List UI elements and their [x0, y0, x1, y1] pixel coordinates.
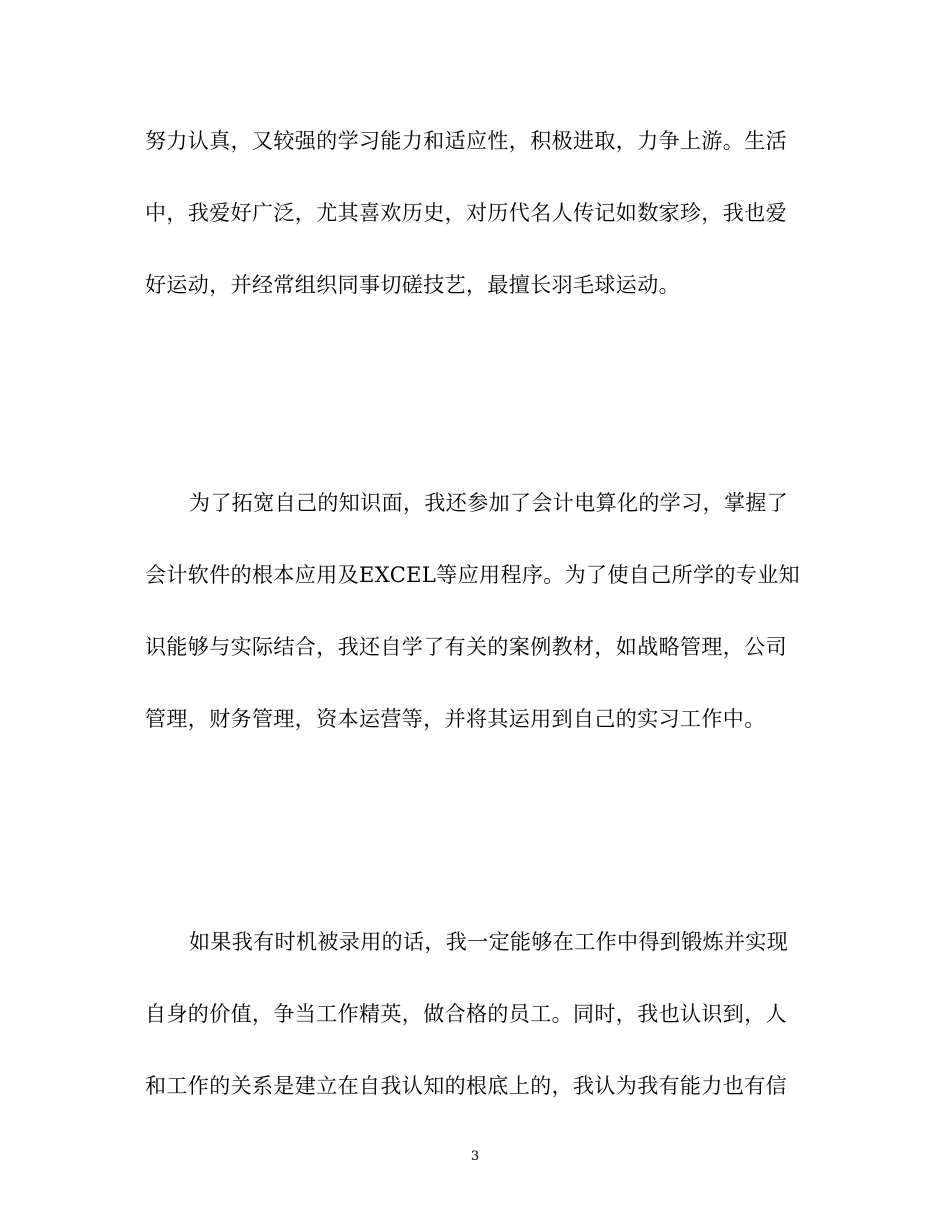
- text-line: 和工作的关系是建立在自我认知的根底上的，我认为我有能力也有信: [145, 1074, 787, 1098]
- paragraph-hobbies: [145, 125, 805, 341]
- text-line: 管理，财务管理，资本运营等，并将其运用到自己的实习工作中。: [145, 707, 766, 731]
- paragraph-skills: [145, 487, 805, 775]
- text-line: 为了拓宽自己的知识面，我还参加了会计电算化的学习，掌握了: [189, 491, 789, 515]
- text-line: 努力认真，又较强的学习能力和适应性，积极进取，力争上游。生活: [145, 129, 787, 153]
- text-line: 识能够与实际结合，我还自学了有关的案例教材，如战略管理，公司: [145, 635, 787, 659]
- text-line: 自身的价值，争当工作精英，做合格的员工。同时，我也认识到，人: [145, 1002, 787, 1026]
- text-line: 好运动，并经常组织同事切磋技艺，最擅长羽毛球运动。: [145, 273, 680, 297]
- text-line: 会计软件的根本应用及EXCEL等应用程序。为了使自己所学的专业知: [145, 563, 801, 587]
- text-line: 如果我有时机被录用的话，我一定能够在工作中得到锻炼并实现: [189, 930, 789, 954]
- page-number: 3: [470, 1149, 480, 1164]
- paragraph-aspiration: [145, 926, 805, 1142]
- text-line: 中，我爱好广泛，尤其喜欢历史，对历代名人传记如数家珍，我也爱: [145, 201, 787, 225]
